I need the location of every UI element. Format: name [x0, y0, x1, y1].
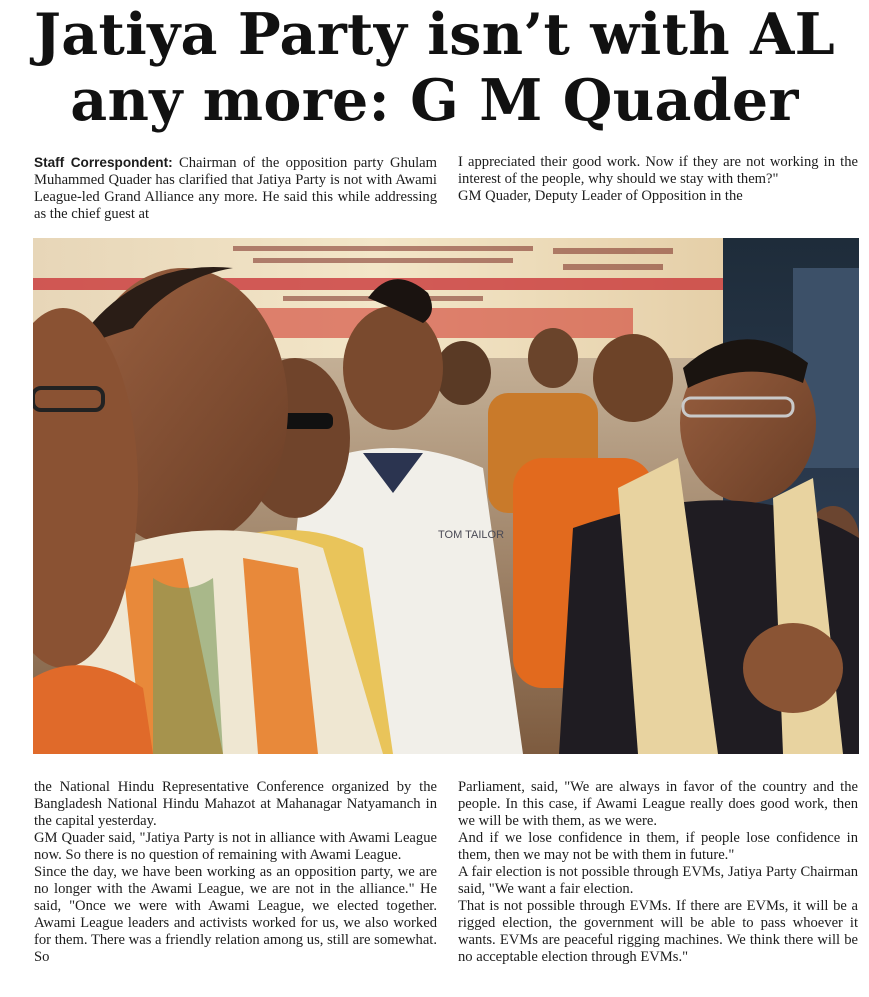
paragraph: Since the day, we have been working as an opposition party, we are no longer with the Awami League, we are not in the alliance." He said, "Once we were with Awami League, we elected together. Awami League leaders and activists worked for us, we also worked for them. There was a friendly relation among us, still are somewhat. So	[34, 864, 437, 965]
article-column-bottom-left	[34, 779, 437, 966]
paragraph: I appreciated their good work. Now if they are not working in the interest of the people, why should we stay with them?"	[458, 154, 858, 187]
paragraph: That is not possible through EVMs. If there are EVMs, it will be a rigged election, the government will be able to pass whoever it wants. EVMs are peaceful rigging machines. We think there will be no acceptable election through EVMs."	[458, 898, 858, 965]
paragraph: the National Hindu Representative Conference organized by the Bangladesh National Hindu Mahazot at Mahanagar Natyamanch in the capital yesterday.	[34, 779, 437, 829]
news-photo	[33, 238, 859, 754]
headline-line-1: Jatiya Party isn’t with AL	[33, 1, 835, 68]
article-column-top-right	[458, 154, 858, 224]
headline-line-2: any more: G M Quader	[70, 67, 799, 134]
paragraph: GM Quader, Deputy Leader of Opposition in the	[458, 188, 743, 204]
article-column-bottom-right	[458, 779, 858, 966]
article-column-top-left	[34, 154, 437, 224]
paragraph: And if we lose confidence in them, if people lose confidence in them, then we may not be with them in future."	[458, 830, 858, 863]
headline	[0, 2, 869, 134]
shirt-print: TOM TAILOR	[438, 529, 505, 541]
byline: Staff Correspondent:	[34, 155, 173, 170]
lead-paragraph: Chairman of the opposition party Ghulam Muhammed Quader has clarified that Jatiya Party is not with Awami League-led Grand Alliance any more. He said this while addressing as the chief guest at	[34, 155, 437, 222]
paragraph: GM Quader said, "Jatiya Party is not in alliance with Awami League now. So there is no question of remaining with Awami League.	[34, 830, 437, 863]
paragraph: Parliament, said, "We are always in favor of the country and the people. In this case, if Awami League really does good work, then we will be with them, as we were.	[458, 779, 858, 829]
paragraph: A fair election is not possible through EVMs, Jatiya Party Chairman said, "We want a fair election.	[458, 864, 858, 897]
